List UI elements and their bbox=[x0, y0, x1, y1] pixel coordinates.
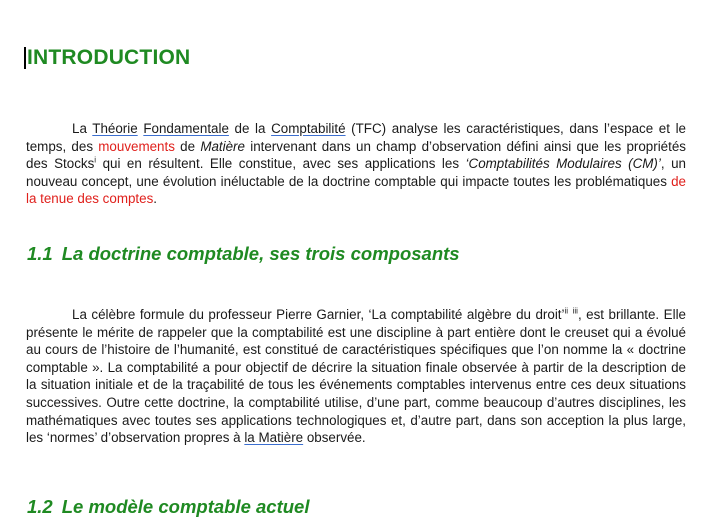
text-run: qui en résultent. Elle constitue, avec ses applications les bbox=[96, 156, 466, 172]
text-run: observée. bbox=[303, 430, 366, 446]
heading-section-1-2 bbox=[27, 496, 309, 518]
text-run-underlined: Fondamentale bbox=[143, 121, 229, 136]
intro-paragraph[interactable] bbox=[26, 120, 686, 208]
section-title: La doctrine comptable, ses trois composants bbox=[61, 243, 460, 264]
section-title: Le modèle comptable actuel bbox=[61, 496, 310, 517]
heading-section-1-1 bbox=[27, 243, 460, 265]
section-number: 1.1 bbox=[27, 243, 53, 264]
endnote-ref-iii[interactable]: iii bbox=[572, 306, 578, 316]
text-run-underlined: Comptabilité bbox=[271, 121, 346, 136]
text-run: . bbox=[153, 191, 158, 207]
text-run: La célèbre formule du professeur Pierre Garnier, ‘La comptabilité algèbre du droit’ bbox=[72, 307, 565, 322]
text-run: La bbox=[72, 121, 93, 136]
endnote-ref-ii[interactable]: ii bbox=[564, 306, 569, 316]
text-run: (TFC) analyse les caractéristiques, dans l’espace et le temps, des bbox=[26, 121, 686, 154]
highlight-mouvements: mouvements bbox=[98, 138, 175, 154]
text-cursor bbox=[24, 47, 26, 69]
highlight-tenue-des-comptes: de la tenue des comptes bbox=[26, 173, 686, 207]
text-run: intervenant dans un champ d’observation défini ainsi que les propriétés des Stocks bbox=[26, 138, 686, 172]
text-run: de la bbox=[228, 121, 272, 136]
text-run: , est brillante. Elle présente le mérite de rappeler que la comptabilité est une discipline à part entière dont le creuset qui a évolué au cours de l’histoire de l’humanité, est constitué de caractéristiques spécifiques que l’on nomme la « doctrine comptable ». La comptabilité a pour objectif de décrire la situation finale observée à partir de la description de la situation initiale et de la traçabilité de tous les événements comptables intervenus entre ces deux situations successives. Outre cette doctrine, la comptabilité utilise, d’une part, comme beaucoup d’autres disciplines, les mathématiques avec toutes ses applications technologiques et, d’autre part, dans son acception la plus large, les ‘normes’ d’observation propres à bbox=[26, 307, 686, 446]
heading-introduction: INTRODUCTION bbox=[27, 46, 191, 69]
section-number: 1.2 bbox=[27, 496, 53, 517]
section-1-1-paragraph[interactable] bbox=[26, 306, 686, 447]
italic-matiere: Matière bbox=[200, 138, 245, 154]
text-run: de bbox=[174, 138, 201, 154]
endnote-ref-i[interactable]: i bbox=[94, 155, 97, 165]
italic-comptabilites-modulaires: ‘Comptabilités Modulaires (CM)’ bbox=[465, 156, 661, 172]
text-run-underlined: Théorie bbox=[92, 121, 138, 136]
text-run-underlined: la Matière bbox=[244, 430, 304, 446]
text-run: , un nouveau concept, une évolution inéluctable de la doctrine comptable qui impacte toutes les problématiques bbox=[26, 156, 686, 189]
